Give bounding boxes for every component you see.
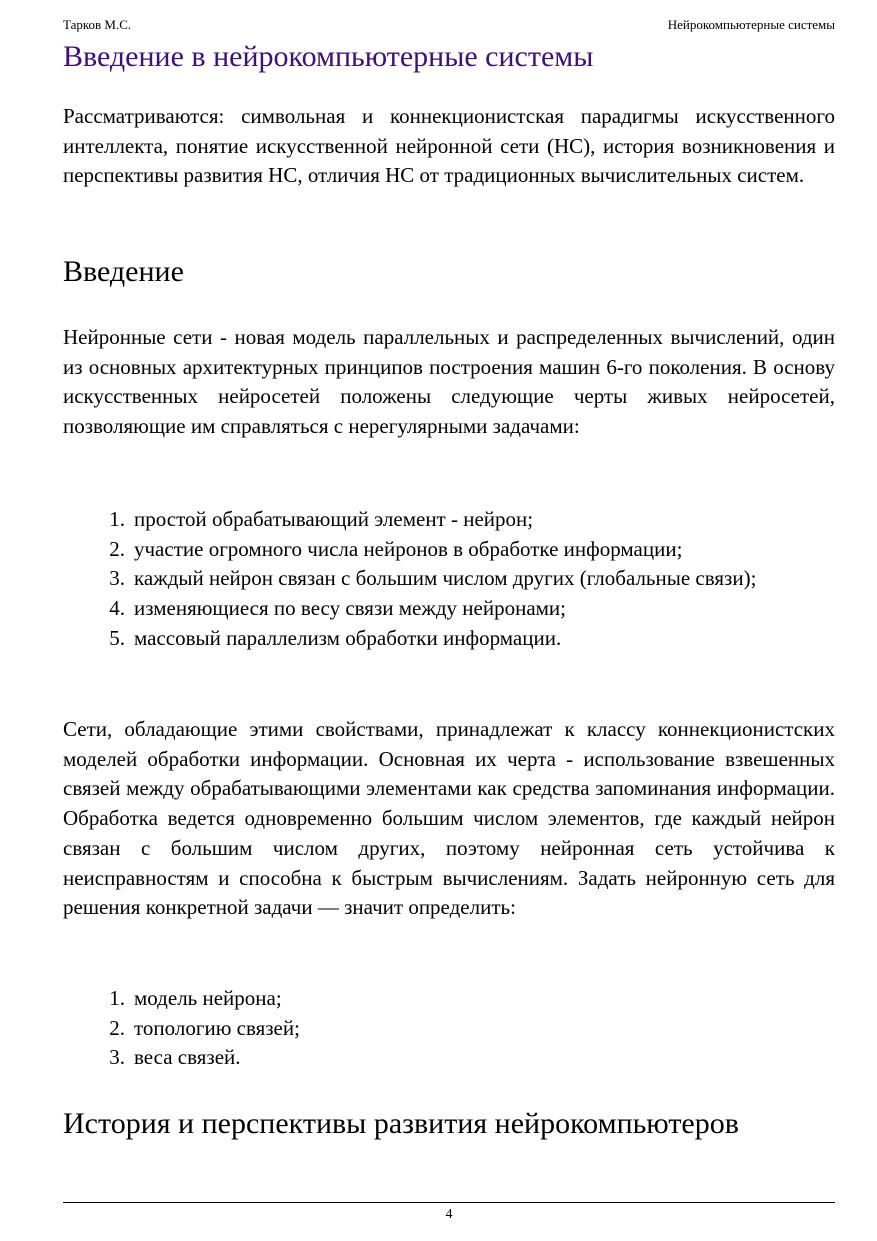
list-item bbox=[63, 1043, 835, 1073]
abstract-paragraph: Рассматриваются: символьная и коннекционистская парадигмы искусственного интеллекта, понятие искусственной нейронной сети (НС), история возникновения и перспективы развития НС, отличия НС от традиционных вычислительных систем. bbox=[63, 104, 835, 188]
definition-list bbox=[63, 984, 835, 1073]
header-course: Нейрокомпьютерные системы bbox=[667, 17, 835, 32]
header-author: Тарков М.С. bbox=[63, 17, 132, 32]
features-list bbox=[63, 505, 835, 654]
list-item-text: простой обрабатывающий элемент - нейрон; bbox=[134, 507, 534, 531]
list-item bbox=[63, 624, 835, 654]
list-item-text: топологию связей; bbox=[134, 1015, 300, 1040]
list-item-text: массовый параллелизм обработки информации. bbox=[134, 625, 562, 650]
list-item bbox=[63, 594, 835, 624]
page-header bbox=[63, 16, 835, 34]
list-item bbox=[63, 564, 835, 594]
footer-divider bbox=[63, 1202, 835, 1203]
list-item-number: 1. bbox=[109, 507, 125, 531]
intro-paragraph-1: Нейронные сети - новая модель параллельных и распределенных вычислений, один из основных архитектурных принципов построения машин 6-го поколения. В основу искусственных нейросетей положены следующие черты живых нейросетей, позволяющие им справляться с нерегулярными задачами: bbox=[63, 325, 835, 439]
list-item bbox=[63, 535, 835, 565]
list-item-number: 3. bbox=[109, 1045, 125, 1070]
list-item-number: 4. bbox=[109, 596, 125, 621]
list-item bbox=[63, 984, 835, 1014]
list-item-text: веса связей. bbox=[134, 1045, 241, 1070]
list-item-text: каждый нейрон связан с большим числом других (глобальные связи); bbox=[134, 566, 757, 591]
intro-paragraph-2: Сети, обладающие этими свойствами, принадлежат к классу коннекционистских моделей обработки информации. Основная их черта - использование взвешенных связей между обрабатывающими элементами как средства запоминания информации. Обработка ведется одновременно большим числом элементов, где каждый нейрон связан с большим числом других, поэтому нейронная сеть устойчива к неисправностям и способна к быстрым вычислениям. Задать нейронную сеть для решения конкретной задачи — значит определить: bbox=[63, 717, 835, 920]
list-item-text: модель нейрона; bbox=[134, 986, 282, 1010]
list-item bbox=[63, 505, 835, 535]
page-number: 4 bbox=[445, 1207, 453, 1222]
list-item-text: участие огромного числа нейронов в обработке информации; bbox=[134, 536, 683, 561]
list-item-text: изменяющиеся по весу связи между нейронами; bbox=[134, 596, 567, 621]
list-item-number: 2. bbox=[109, 536, 125, 561]
list-item-number: 1. bbox=[109, 986, 125, 1010]
list-item-number: 3. bbox=[109, 566, 125, 591]
section-heading-intro: Введение bbox=[63, 255, 184, 288]
list-item bbox=[63, 1014, 835, 1044]
document-title: Введение в нейрокомпьютерные системы bbox=[63, 40, 594, 73]
list-item-number: 2. bbox=[109, 1015, 125, 1040]
list-item-number: 5. bbox=[109, 625, 125, 650]
section-heading-history: История и перспективы развития нейрокомпьютеров bbox=[63, 1107, 739, 1140]
